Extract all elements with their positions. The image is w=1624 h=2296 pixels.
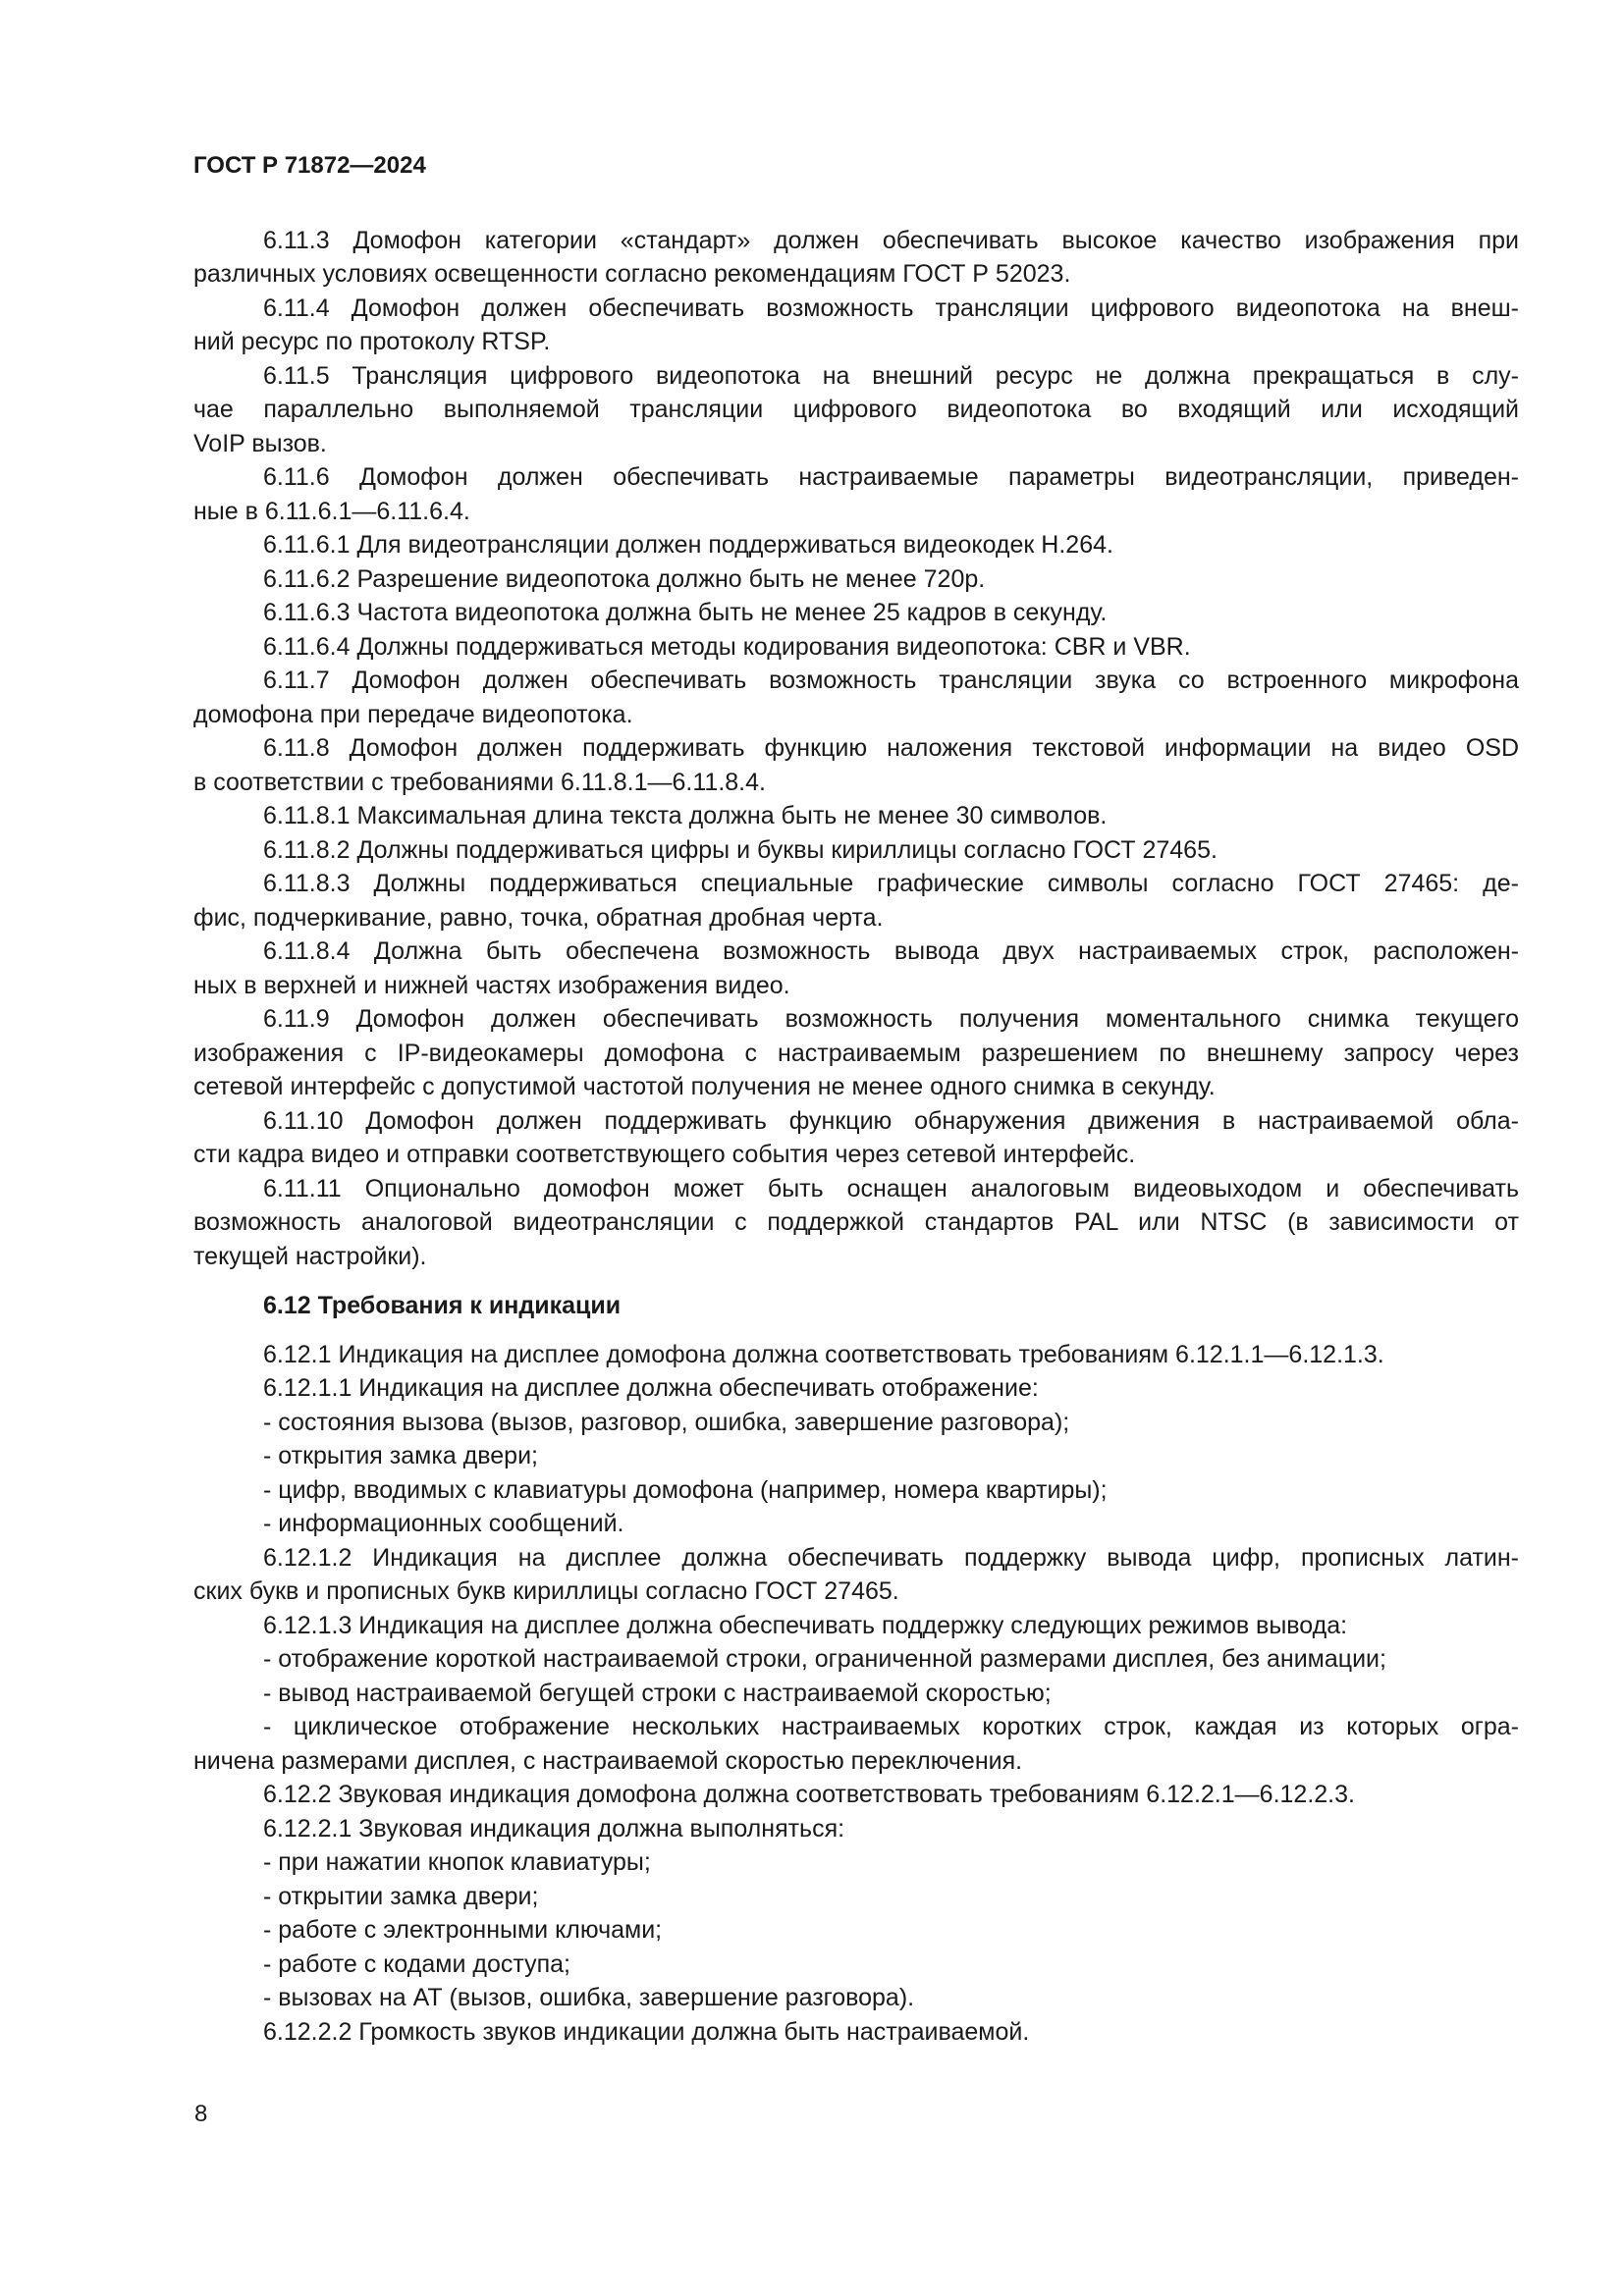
- section-heading: 6.12 Требования к индикации: [263, 1292, 622, 1319]
- text-line: 6.11.8.3 Должны поддерживаться специальные графические символы согласно ГОСТ 27465: де-: [263, 870, 1519, 897]
- text-line: изображения с IP-видеокамеры домофона с настраиваемым разрешением по внешнему запросу через: [193, 1040, 1519, 1067]
- text-line: ских букв и прописных букв кириллицы согласно ГОСТ 27465.: [193, 1577, 899, 1605]
- text-line: 6.11.7 Домофон должен обеспечивать возможность трансляции звука со встроенного микрофона: [263, 667, 1519, 694]
- list-item: - цифр, вводимых с клавиатуры домофона (например, номера квартиры);: [263, 1476, 1108, 1504]
- text-line: VoIP вызов.: [193, 430, 327, 457]
- text-line: фис, подчеркивание, равно, точка, обратная дробная черта.: [193, 904, 884, 932]
- text-line: 6.11.4 Домофон должен обеспечивать возможность трансляции цифрового видеопотока на внеш-: [263, 294, 1519, 322]
- list-item: - отображение короткой настраиваемой строки, ограниченной размерами дисплея, без анимации;: [263, 1645, 1386, 1673]
- text-line: чае параллельно выполняемой трансляции цифрового видеопотока во входящий или исходящий: [193, 396, 1519, 423]
- list-item: - вызовах на АТ (вызов, ошибка, завершение разговора).: [263, 1984, 915, 2011]
- text-line: ний ресурс по протоколу RTSP.: [193, 328, 551, 355]
- list-item: - открытия замка двери;: [263, 1442, 538, 1469]
- text-line: 6.11.6.1 Для видеотрансляции должен поддерживаться видеокодек H.264.: [263, 531, 1113, 559]
- text-line: 6.12.1 Индикация на дисплее домофона должна соответствовать требованиям 6.12.1.1—6.12.1.3.: [263, 1341, 1384, 1368]
- text-line: 6.12.1.1 Индикация на дисплее должна обеспечивать отображение:: [263, 1374, 1039, 1402]
- text-line: 6.12.2.1 Звуковая индикация должна выполняться:: [263, 1815, 845, 1842]
- list-item: - работе с электронными ключами;: [263, 1916, 663, 1944]
- text-line: домофона при передаче видеопотока.: [193, 701, 633, 728]
- text-line: ных в верхней и нижней частях изображения видео.: [193, 972, 790, 999]
- text-line: 6.11.5 Трансляция цифрового видеопотока на внешний ресурс не должна прекращаться в слу-: [263, 362, 1519, 390]
- text-line: 6.11.9 Домофон должен обеспечивать возможность получения моментального снимка текущего: [263, 1005, 1519, 1033]
- list-item: - работе с кодами доступа;: [263, 1950, 570, 1978]
- text-line: 6.11.3 Домофон категории «стандарт» должен обеспечивать высокое качество изображения при: [263, 227, 1519, 254]
- text-line: 6.11.8 Домофон должен поддерживать функцию наложения текстовой информации на видео OSD: [263, 734, 1519, 762]
- text-line: 6.12.1.2 Индикация на дисплее должна обеспечивать поддержку вывода цифр, прописных латин-: [263, 1544, 1519, 1572]
- document-header: ГОСТ Р 71872—2024: [193, 152, 426, 179]
- text-line: 6.12.2 Звуковая индикация домофона должна соответствовать требованиям 6.12.2.1—6.12.2.3.: [263, 1781, 1355, 1808]
- text-line: текущей настройки).: [193, 1243, 427, 1270]
- text-line: сти кадра видео и отправки соответствующего события через сетевой интерфейс.: [193, 1141, 1136, 1168]
- text-line: в соответствии с требованиями 6.11.8.1—6.11.8.4.: [193, 769, 766, 796]
- page-number: 8: [194, 2101, 208, 2127]
- list-item: - при нажатии кнопок клавиатуры;: [263, 1848, 651, 1876]
- text-line: 6.11.6.2 Разрешение видеопотока должно быть не менее 720p.: [263, 565, 986, 593]
- list-item: - циклическое отображение нескольких настраиваемых коротких строк, каждая из которых огра-: [263, 1713, 1519, 1740]
- list-item: - состояния вызова (вызов, разговор, ошибка, завершение разговора);: [263, 1409, 1070, 1436]
- text-line: ные в 6.11.6.1—6.11.6.4.: [193, 498, 470, 525]
- text-line: 6.11.8.2 Должны поддерживаться цифры и буквы кириллицы согласно ГОСТ 27465.: [263, 836, 1218, 864]
- text-line: 6.11.6.4 Должны поддерживаться методы кодирования видеопотока: CBR и VBR.: [263, 633, 1191, 661]
- list-item: - открытии замка двери;: [263, 1883, 539, 1910]
- list-item: - информационных сообщений.: [263, 1510, 624, 1537]
- text-line: 6.11.6 Домофон должен обеспечивать настраиваемые параметры видеотрансляции, приведен-: [263, 463, 1519, 491]
- text-line: 6.11.11 Опционально домофон может быть оснащен аналоговым видеовыходом и обеспечивать: [263, 1175, 1519, 1202]
- text-line: 6.11.8.1 Максимальная длина текста должна быть не менее 30 символов.: [263, 802, 1108, 829]
- text-line: возможность аналоговой видеотрансляции с поддержкой стандартов PAL или NTSC (в зависимости от: [193, 1208, 1519, 1236]
- text-line: ничена размерами дисплея, с настраиваемой скоростью переключения.: [193, 1747, 1023, 1775]
- text-line: сетевой интерфейс с допустимой частотой получения не менее одного снимка в секунду.: [193, 1073, 1216, 1100]
- text-line: 6.11.6.3 Частота видеопотока должна быть не менее 25 кадров в секунду.: [263, 599, 1108, 626]
- list-item: - вывод настраиваемой бегущей строки с настраиваемой скоростью;: [263, 1680, 1052, 1707]
- text-line: 6.12.1.3 Индикация на дисплее должна обеспечивать поддержку следующих режимов вывода:: [263, 1612, 1348, 1639]
- text-line: различных условиях освещенности согласно рекомендациям ГОСТ Р 52023.: [193, 260, 1071, 288]
- text-line: 6.12.2.2 Громкость звуков индикации должна быть настраиваемой.: [263, 2018, 1030, 2046]
- text-line: 6.11.10 Домофон должен поддерживать функцию обнаружения движения в настраиваемой обла-: [263, 1107, 1519, 1135]
- text-line: 6.11.8.4 Должна быть обеспечена возможность вывода двух настраиваемых строк, расположен-: [263, 937, 1519, 965]
